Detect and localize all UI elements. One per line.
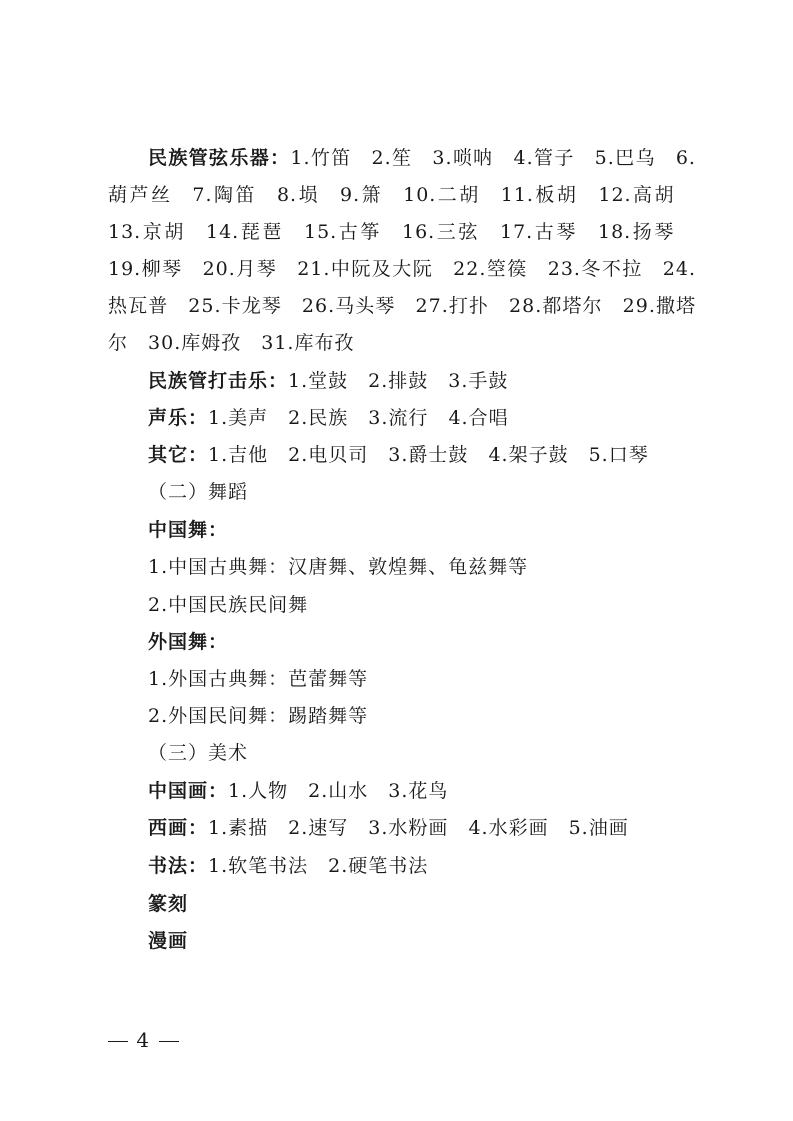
page-footer	[108, 1028, 179, 1052]
list-item: 23.冬不拉	[547, 258, 643, 280]
chinese-dance-heading: 中国舞：	[148, 519, 229, 541]
list-item: 20.月琴	[202, 258, 278, 280]
vocal-heading: 声乐：	[148, 407, 209, 429]
list-item: 2.笙	[371, 147, 413, 169]
calligraphy-line	[148, 848, 708, 885]
list-item: 19.柳琴	[108, 258, 183, 280]
chinese-painting-line	[148, 773, 708, 810]
calligraphy-list	[208, 855, 428, 877]
footer-dash-left	[108, 1041, 128, 1042]
percussion-line	[148, 363, 708, 400]
comics-heading: 漫画	[148, 930, 189, 952]
western-painting-heading: 西画：	[148, 817, 209, 839]
page-number: 4	[136, 1028, 152, 1052]
other-heading: 其它：	[148, 444, 209, 466]
list-item: 4.架子鼓	[488, 444, 569, 466]
list-item: 30.库姆孜	[148, 332, 242, 354]
list-item: 8.埙	[276, 184, 321, 206]
list-item: 28.都塔尔	[509, 295, 603, 317]
list-item: 26.马头琴	[301, 295, 396, 317]
list-item: 9.箫	[340, 184, 384, 206]
list-item: 3.唢呐	[432, 147, 494, 169]
list-item: 5.油画	[568, 817, 629, 839]
list-item: 18.扬琴	[598, 221, 676, 243]
percussion-heading: 民族管打击乐：	[148, 370, 289, 392]
list-item: 3.爵士鼓	[388, 444, 469, 466]
list-item: 3.手鼓	[448, 370, 509, 392]
chinese-dance-item-2: 2.中国民族民间舞	[148, 594, 309, 616]
list-item: 25.卡龙琴	[188, 295, 282, 317]
foreign-dance-item-2: 2.外国民间舞：踢踏舞等	[148, 705, 369, 727]
calligraphy-heading: 书法：	[148, 855, 209, 877]
list-item: 3.水粉画	[368, 817, 449, 839]
list-item: 16.三弦	[402, 221, 480, 243]
list-item: 3.流行	[368, 407, 429, 429]
list-item: 7.陶笛	[192, 184, 257, 206]
section-art-heading: （三）美术	[148, 742, 249, 764]
list-item: 4.合唱	[448, 407, 509, 429]
list-item: 1.素描	[208, 817, 269, 839]
other-list	[208, 444, 649, 466]
list-item: 2.山水	[308, 780, 369, 802]
list-item: 2.民族	[288, 407, 349, 429]
foreign-dance-heading: 外国舞：	[148, 631, 229, 653]
wind-strings-paragraph	[108, 140, 696, 362]
western-painting-line	[148, 810, 708, 847]
wind-strings-heading: 民族管弦乐器：	[148, 147, 291, 169]
list-item: 1.竹笛	[290, 147, 352, 169]
other-line	[148, 437, 708, 474]
list-item: 1.吉他	[208, 444, 269, 466]
western-painting-list	[208, 817, 629, 839]
list-item: 27.打扑	[415, 295, 490, 317]
list-item: 11.板胡	[500, 184, 579, 206]
vocal-line	[148, 400, 708, 437]
list-item: 21.中阮及大阮	[297, 258, 434, 280]
list-item: 17.古琴	[500, 221, 578, 243]
vocal-list	[208, 407, 509, 429]
seal-carving-heading: 篆刻	[148, 893, 189, 915]
list-item: 5.巴乌	[594, 147, 656, 169]
list-item: 14.琵琶	[206, 221, 284, 243]
list-item: 1.美声	[208, 407, 269, 429]
list-item: 1.软笔书法	[208, 855, 309, 877]
list-item: 4.水彩画	[468, 817, 549, 839]
list-item: 10.二胡	[403, 184, 481, 206]
section-dance-heading: （二）舞蹈	[148, 481, 249, 503]
chinese-dance-item-1: 1.中国古典舞：汉唐舞、敦煌舞、龟兹舞等	[148, 556, 529, 578]
list-item: 4.管子	[513, 147, 575, 169]
percussion-list	[288, 370, 508, 392]
list-item: 15.古筝	[304, 221, 382, 243]
list-item: 1.堂鼓	[288, 370, 349, 392]
list-item: 6.葫芦丝	[108, 147, 696, 206]
list-item: 5.口琴	[588, 444, 649, 466]
list-item: 2.速写	[288, 817, 349, 839]
list-item: 22.箜篌	[453, 258, 528, 280]
list-item: 2.硬笔书法	[328, 855, 429, 877]
list-item: 31.库布孜	[261, 332, 355, 354]
list-item: 13.京胡	[108, 221, 186, 243]
list-item: 2.电贝司	[288, 444, 369, 466]
footer-dash-right	[159, 1041, 179, 1042]
list-item: 1.人物	[228, 780, 289, 802]
list-item: 12.高胡	[598, 184, 676, 206]
chinese-painting-heading: 中国画：	[148, 780, 229, 802]
list-item: 29.撒塔尔	[108, 295, 697, 354]
list-item: 2.排鼓	[368, 370, 429, 392]
list-item: 3.花鸟	[388, 780, 449, 802]
list-item: 24.热瓦普	[108, 258, 697, 317]
chinese-painting-list	[228, 780, 448, 802]
foreign-dance-item-1: 1.外国古典舞：芭蕾舞等	[148, 668, 369, 690]
wind-strings-list	[108, 147, 696, 354]
